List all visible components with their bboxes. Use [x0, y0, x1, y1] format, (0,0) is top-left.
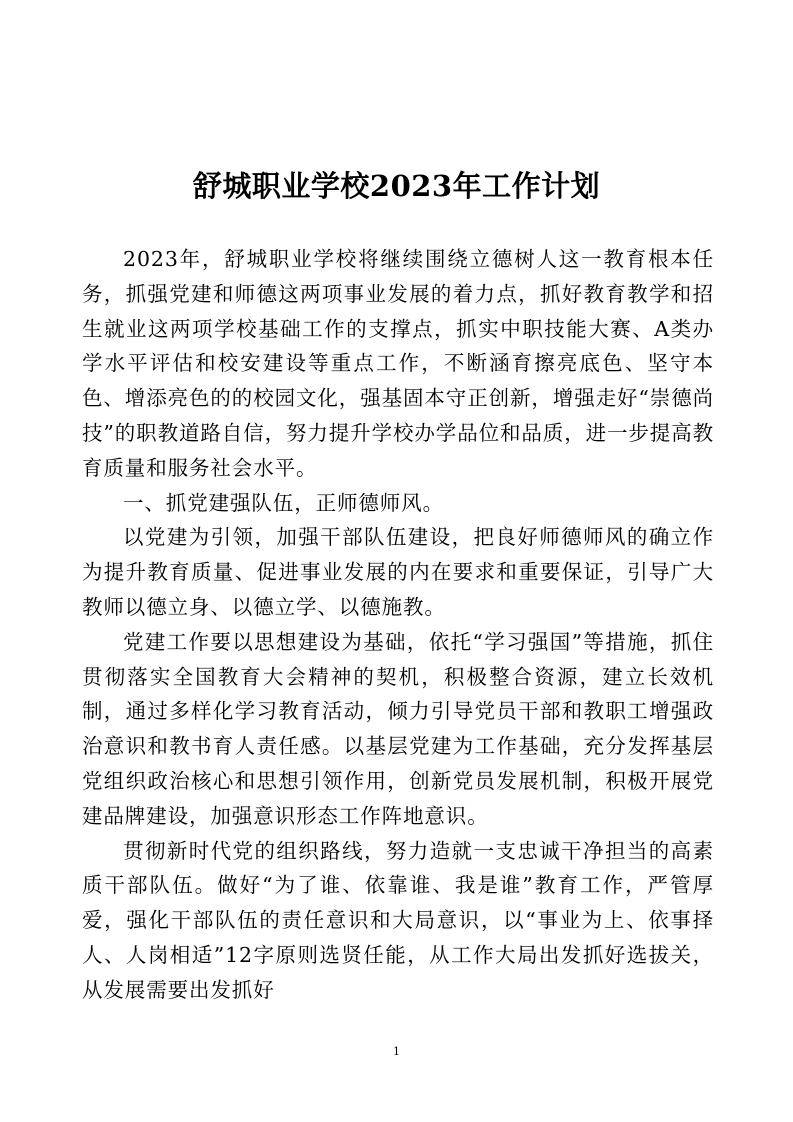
- document-title: 舒城职业学校2023年工作计划: [192, 169, 601, 203]
- intro-paragraph: 2023年，舒城职业学校将继续围绕立德树人这一教育根本任务，抓强党建和师德这两项事业发展的着力点，抓好教育教学和招生就业这两项学校基础工作的支撑点，抓实中职技能大赛、A类办学水平评估和校安建设等重点工作，不断涵育擦亮底色、坚守本色、增添亮色的的校园文化，强基固本守正创新，增强走好“崇德尚技”的职教道路自信，努力提升学校办学品位和品质，进一步提高教育质量和服务社会水平。: [82, 247, 714, 480]
- body-paragraph: 贯彻新时代党的组织路线，努力造就一支忠诚干净担当的高素质干部队伍。做好“为了谁、依靠谁、我是谁”教育工作，严管厚爱，强化干部队伍的责任意识和大局意识，以“事业为上、依事择人、人岗相适”12字原则选贤任能，从工作大局出发抓好选拔关，从发展需要出发抓好: [82, 838, 714, 1002]
- body-paragraph: 以党建为引领，加强干部队伍建设，把良好师德师风的确立作为提升教育质量、促进事业发展的内在要求和重要保证，引导广大教师以德立身、以德立学、以德施教。: [82, 525, 714, 619]
- section-heading: 一、抓党建强队伍，正师德师风。: [123, 490, 444, 515]
- body-paragraph: 党建工作要以思想建设为基础，依托“学习强国”等措施，抓住贯彻落实全国教育大会精神的契机，积极整合资源，建立长效机制，通过多样化学习教育活动，倾力引导党员干部和教职工增强政治意识和教书育人责任感。以基层党建为工作基础，充分发挥基层党组织政治核心和思想引领作用，创新党员发展机制，积极开展党建品牌建设，加强意识形态工作阵地意识。: [82, 629, 714, 828]
- page-number: 1: [393, 1045, 400, 1058]
- document-body: [82, 242, 714, 1008]
